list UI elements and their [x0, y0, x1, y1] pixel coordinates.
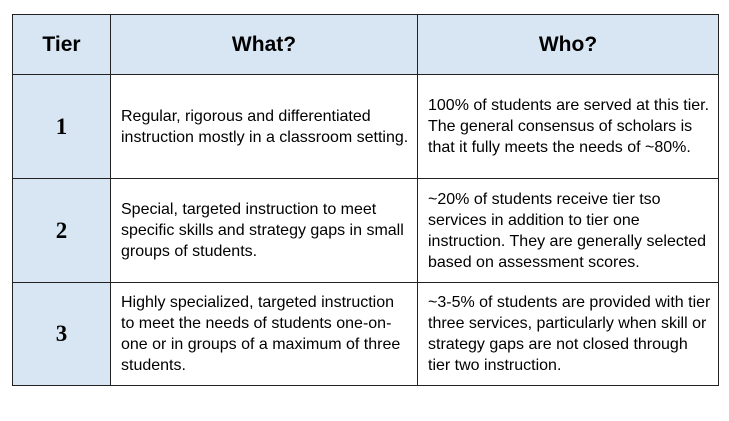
what-cell: Highly specialized, targeted instruction to meet the needs of students one-on-one or in groups of a maximum of three students. — [111, 283, 418, 386]
header-row — [13, 15, 719, 75]
header-what: What? — [111, 15, 418, 75]
table-row — [13, 179, 719, 283]
table-header — [13, 15, 719, 75]
what-cell: Regular, rigorous and differentiated instruction mostly in a classroom setting. — [111, 75, 418, 179]
who-cell: ~3-5% of students are provided with tier three services, particularly when skill or strategy gaps are not closed through tier two instruction. — [418, 283, 719, 386]
table-row — [13, 75, 719, 179]
header-who: Who? — [418, 15, 719, 75]
who-cell: 100% of students are served at this tier. The general consensus of scholars is that it fully meets the needs of ~80%. — [418, 75, 719, 179]
header-tier: Tier — [13, 15, 111, 75]
tier-number: 2 — [13, 179, 111, 283]
who-cell: ~20% of students receive tier tso services in addition to tier one instruction. They are generally selected based on assessment scores. — [418, 179, 719, 283]
tier-table — [12, 14, 719, 386]
tier-number: 1 — [13, 75, 111, 179]
table-body — [13, 75, 719, 386]
tier-number: 3 — [13, 283, 111, 386]
what-cell: Special, targeted instruction to meet specific skills and strategy gaps in small groups of students. — [111, 179, 418, 283]
table-row — [13, 283, 719, 386]
